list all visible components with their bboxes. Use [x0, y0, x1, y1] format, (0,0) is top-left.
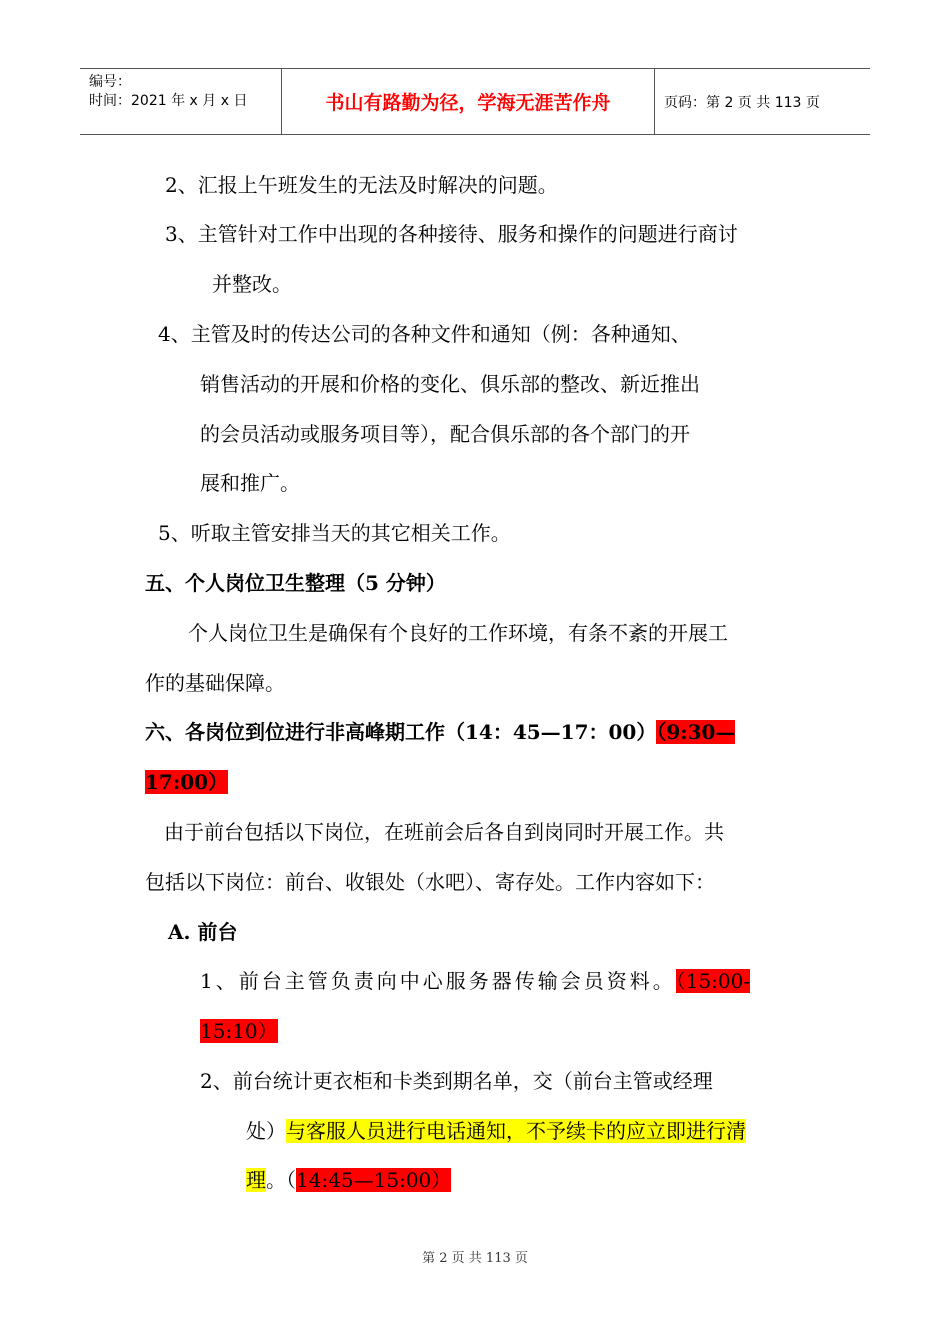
section-6-time-highlight-cont: 17:00） [145, 770, 229, 794]
section-6-para-line-1: 由于前台包括以下岗位，在班前会后各自到岗同时开展工作。共 [164, 820, 724, 844]
section-6-heading-line-2 [145, 768, 228, 796]
item-4-line-4: 展和推广。 [200, 471, 300, 495]
header-meta [80, 69, 282, 134]
item-2: 2、汇报上午班发生的无法及时解决的问题。 [165, 173, 558, 197]
subsection-a-item-1-time: （15:00- [675, 969, 751, 993]
subsection-a-item-2-line-1: 2、前台统计更衣柜和卡类到期名单，交（前台主管或经理 [200, 1069, 713, 1093]
item-3-line-1: 3、主管针对工作中出现的各种接待、服务和操作的问题进行商讨 [165, 222, 738, 246]
section-5-heading: 五、个人岗位卫生整理（5 分钟） [145, 571, 446, 595]
item-5: 5、听取主管安排当天的其它相关工作。 [158, 521, 511, 545]
subsection-a-item-2-line-3 [246, 1166, 451, 1194]
section-6-heading-text: 六、各岗位到位进行非高峰期工作（14：45—17：00） [145, 720, 657, 744]
header-page-info: 页码：第 2 页 共 113 页 [664, 94, 820, 111]
item-4-line-3: 的会员活动或服务项目等），配合俱乐部的各个部门的开 [200, 422, 690, 446]
subsection-a-item-1-time-cont: 15:10） [200, 1019, 278, 1043]
subsection-a-item-1-text: 1、前台主管负责向中心服务器传输会员资料。 [200, 969, 676, 993]
subsection-a-item-2-highlight: 与客服人员进行电话通知，不予续卡的应立即进行清 [286, 1119, 746, 1143]
item-4-line-2: 销售活动的开展和价格的变化、俱乐部的整改、新近推出 [200, 372, 700, 396]
item-4-line-1: 4、主管及时的传达公司的各种文件和通知（例：各种通知、 [158, 322, 691, 346]
section-5-para-line-1: 个人岗位卫生是确保有个良好的工作环境，有条不紊的开展工 [188, 621, 728, 645]
section-5-para-line-2: 作的基础保障。 [145, 671, 285, 695]
subsection-a-item-1-line-1 [200, 967, 750, 995]
item-3-line-2: 并整改。 [212, 272, 292, 296]
subsection-a-item-2-line-2 [246, 1117, 746, 1145]
section-6-heading-line-1 [145, 718, 735, 746]
subsection-a-item-1-line-2 [200, 1017, 278, 1045]
header-motto: 书山有路勤为径，学海无涯苦作舟 [282, 69, 655, 134]
subsection-a-heading: A. 前台 [168, 920, 238, 944]
section-6-time-highlight: （9:30— [656, 720, 736, 744]
section-6-para-line-2: 包括以下岗位：前台、收银处（水吧）、寄存处。工作内容如下： [145, 870, 715, 894]
page-footer: 第 2 页 共 113 页 [422, 1251, 528, 1266]
page-header [80, 68, 870, 135]
subsection-a-item-2-highlight-cont: 理 [246, 1168, 266, 1192]
subsection-a-item-2-plain: 处） [246, 1119, 286, 1143]
subsection-a-item-2-time: 14:45—15:00） [296, 1168, 452, 1192]
document-number: 编号： [89, 74, 131, 90]
subsection-a-item-2-punct: 。（ [266, 1168, 296, 1192]
document-date: 时间：2021 年 x 月 x 日 [89, 93, 248, 109]
